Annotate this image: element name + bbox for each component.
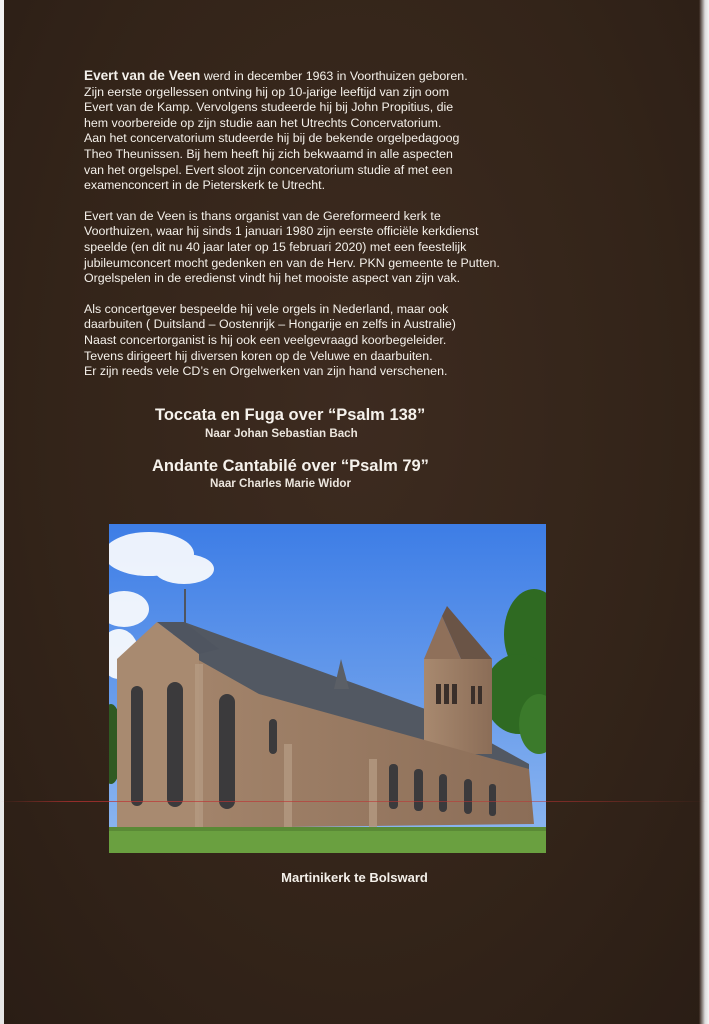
grass: [109, 829, 546, 853]
work-title: Andante Cantabilé over “Psalm 79”: [152, 457, 429, 475]
front-gable: [117, 622, 199, 829]
work-subtitle: Naar Charles Marie Widor: [210, 477, 351, 490]
bio-intro-rest: werd in december 1963 in Voorthuizen geboren.: [200, 69, 468, 83]
organist-name: Evert van de Veen: [84, 68, 201, 83]
church-photo: [109, 524, 546, 853]
scan-line: [0, 801, 709, 802]
biography-text: [84, 68, 584, 395]
bio-paragraph-1: Zijn eerste orgellessen ontving hij op 10-jarige leeftijd van zijn oom Evert van de Kamp. Vervolgens studeerde hij bij John Propitius, die hem voorbereide op zijn studie aan het Utrechts Concervatorium. Aan het concervatorium studeerde hij bij de bekende orgelpedagoog Theo Theunissen. Bij hem heeft hij zich bekwaamd in alle aspecten van het orgelspel. Evert sloot zijn concervatorium studie af met een examenconcert in de Pieterskerk te Utrecht.: [84, 84, 460, 193]
church-illustration: [109, 524, 546, 853]
photo-caption: Martinikerk te Bolsward: [281, 870, 428, 885]
bio-paragraph-3: Als concertgever bespeelde hij vele orgels in Nederland, maar ook daarbuiten ( Duitsland – Oostenrijk – Hongarije en zelfs in Australie) Naast concertorganist is hij ook een veelgevraagd koorbegeleider. Tevens dirigeert hij diversen koren op de Veluwe en daarbuiten. Er zijn reeds vele CD’s en Orgelwerken van zijn hand verschenen.: [84, 301, 456, 379]
work-title: Toccata en Fuga over “Psalm 138”: [155, 406, 426, 424]
bio-intro: [84, 68, 584, 194]
work-subtitle: Naar Johan Sebastian Bach: [205, 427, 358, 440]
bio-paragraph-2: Evert van de Veen is thans organist van de Gereformeerd kerk te Voorthuizen, waar hij sinds 1 januari 1980 zijn eerste officiële kerkdienst speelde (en dit nu 40 jaar later op 15 februari 2020) met een feestelijk jubileumconcert mocht gedenken en van de Herv. PKN gemeente te Putten. Orgelspelen in de eredienst vindt hij het mooiste aspect van zijn vak.: [84, 208, 500, 286]
